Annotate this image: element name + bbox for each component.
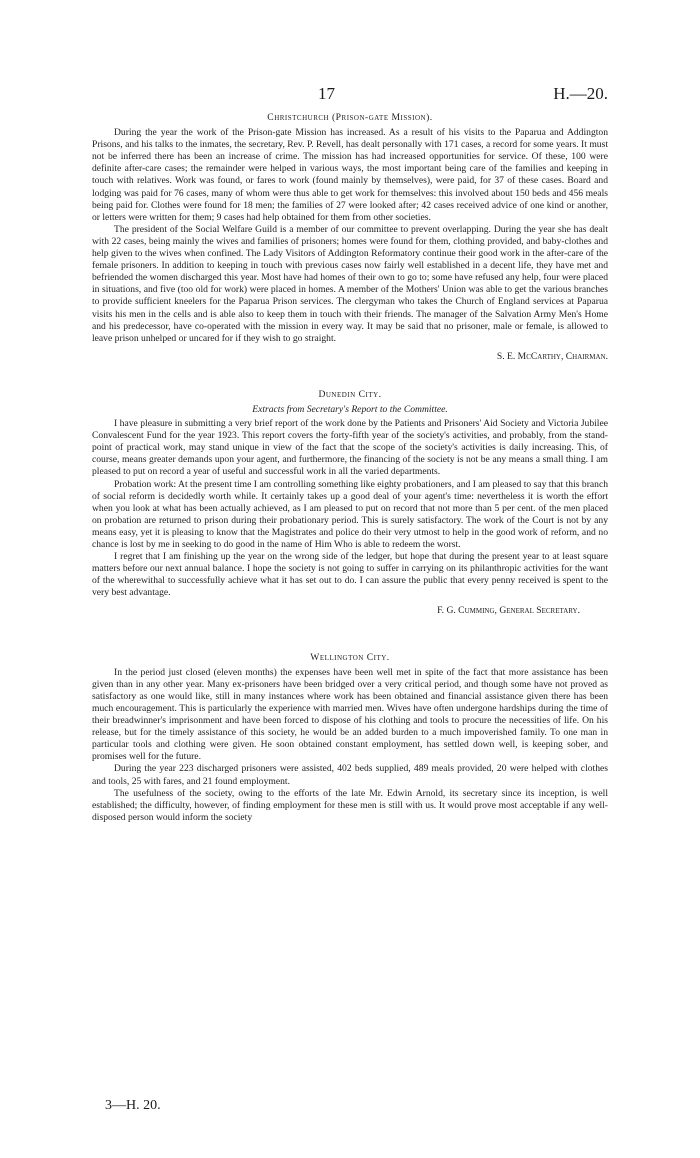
section-wellington: [92, 652, 608, 824]
document-reference: H.—20.: [553, 84, 608, 103]
paragraph: During the year the work of the Prison-gate Mission has increased. As a result of his visits to the Paparua and Addington Prisons, and his talks to the inmates, the secretary, Rev. P. Revell, has dealt personally with 171 cases, a record for some years. It must not be inferred there has been an increase of crime. The mission has had increased opportunities for service. Of these, 100 were definite after-care cases; the remainder were helped in various ways, the most important being care of the families and keeping in touch with relatives. Work was found, or fares to work (found mainly by themselves), were paid, for 37 of these cases. Board and lodging was paid for 76 cases, many of whom were thus able to get work for themselves: this involved about 150 beds and 456 meals being paid for. Clothes were found for 18 men; the families of 27 were looked after; 42 cases received advice of one kind or another, or letters were written for them; 9 cases had help obtained for them from other societies.: [92, 127, 608, 223]
section-subtitle: Extracts from Secretary's Report to the Committee.: [252, 403, 448, 415]
paragraph: I regret that I am finishing up the year on the wrong side of the ledger, but hope that during the present year to at least square matters before our next annual balance. I hope the society is not going to suffer in carrying on its philanthropic activities for the want of the wherewithal to successfully achieve what it has set out to do. I can assure the public that every penny received is spent to the very best advantage.: [92, 551, 608, 599]
section-title: Dunedin City.: [318, 388, 382, 400]
page-number: 17: [318, 84, 335, 103]
page-header: [0, 84, 700, 106]
section-christchurch: [92, 112, 608, 363]
paragraph: During the year 223 discharged prisoners were assisted, 402 beds supplied, 489 meals provided, 20 were helped with clothes and tools, 25 with fares, and 21 found employment.: [92, 763, 608, 787]
section-title: Christchurch (Prison-gate Mission).: [267, 112, 433, 123]
section-title: Wellington City.: [310, 651, 390, 663]
signature-mark: 3—H. 20.: [105, 1098, 161, 1113]
paragraph: In the period just closed (eleven months) the expenses have been well met in spite of the fact that more assistance has been given than in any other year. Many ex-prisoners have been bridged over a very critical period, and though some have not proved as satisfactory as one would like, still in many instances where work has been obtained and financial assistance given there has been much encouragement. This is particularly the experience with married men. Wives have often undergone hardships during the time of their breadwinner's imprisonment and have been forced to dispose of his clothing and tools to procure the necessities of life. On his release, but for the timely assistance of this society, he would be an added burden to a much impoverished family. To one man in particular tools and clothing were given. He soon obtained constant employment, has settled down well, is keeping sober, and promises well for the future.: [92, 666, 608, 763]
paragraph: The president of the Social Welfare Guild is a member of our committee to prevent overlapping. During the year she has dealt with 22 cases, being mainly the wives and families of prisoners; homes were found for them, clothing provided, and baby-clothes and help given to the wives when confined. The Lady Visitors of Addington Reformatory continue their good work in the after-care of the female prisoners. In addition to keeping in touch with previous cases now fairly well established in a decent life, they have met and befriended the women discharged this year. Most have had homes of their own to go to; some have refused any help, four were placed in situations, and five (too old for work) were placed in homes. A member of the Mothers' Union was able to get the various branches to provide sufficient kneelers for the Paparua Prison services. The clergyman who takes the Church of England services at Paparua visits his men in the cells and is able also to keep them in touch with their friends. The manager of the Salvation Army Men's Home and his predecessor, have co-operated with the mission in every way. It may be said that no prisoner, male or female, is allowed to leave prison unhelped or uncared for if they wish to go straight.: [92, 223, 608, 344]
paragraph: I have pleasure in submitting a very brief report of the work done by the Patients and Prisoners' Aid Society and Victoria Jubilee Convalescent Fund for the year 1923. This report covers the forty-fifth year of the society's activities, and probably, from the stand-point of practical work, may stand unique in view of the fact that the scope of the society's activities is daily increasing. This, of course, means greater demands upon your agent, and furthermore, the financing of the society is not be any means a small thing. I am pleased to put on record a year of useful and successful work in all the varied departments.: [92, 418, 608, 478]
section-dunedin: [92, 389, 608, 618]
page-content: [92, 112, 608, 824]
signature: F. G. Cumming, General Secretary.: [437, 605, 580, 617]
paragraph: Probation work: At the present time I am controlling something like eighty probationers, and I am pleased to say that this branch of social reform is decidedly worth while. It certainly takes up a good deal of your agent's time: nevertheless it is worth the effort when you look at what has been actually achieved, as I am pleased to put on record that not more than 5 per cent. of the men placed on probation are returned to prison during their probationary period. This is surely satisfactory. The work of the Court is not by any means easy, yet it is pleasing to know that the Magistrates and police do their very utmost to help in the good work of reform, and no chance is lost by me in seeking to do good in the name of Him Who is able to redeem the worst.: [92, 478, 608, 550]
paragraph: The usefulness of the society, owing to the efforts of the late Mr. Edwin Arnold, its secretary since its inception, is well established; the difficulty, however, of finding employment for these men is still with us. It would prove most acceptable if any well-disposed person would inform the society: [92, 787, 608, 823]
signature: S. E. McCarthy, Chairman.: [496, 350, 608, 362]
